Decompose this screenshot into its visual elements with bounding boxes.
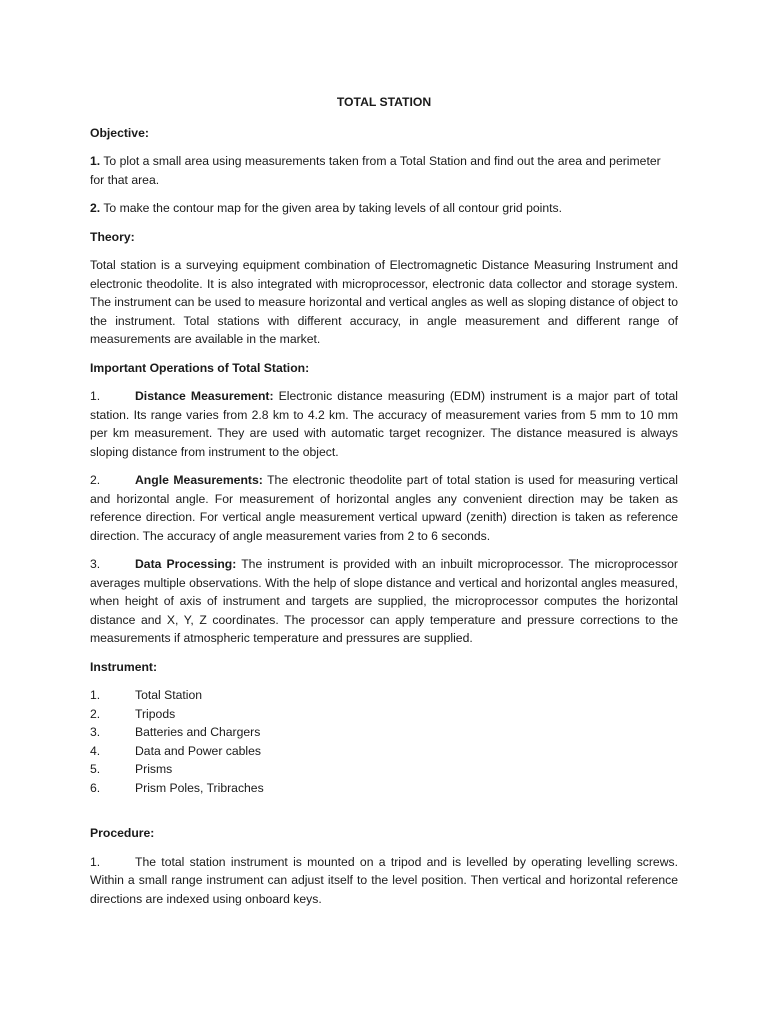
document-body <box>90 93 678 918</box>
operation-text: The instrument is provided with an inbuilt microprocessor. The microprocessor averages multiple observations. With the help of slope distance and vertical and horizontal angles measured, when height of axis of instrument and targets are supplied, the microprocessor computes the horizontal distance and X, Y, Z coordinates. The processor can apply temperature and pressure corrections to the measurements if atmospheric temperature and pressures are supplied. <box>90 557 678 645</box>
operation-item <box>90 387 678 461</box>
instrument-label: Total Station <box>135 688 203 702</box>
theory-paragraph: Total station is a surveying equipment combination of Electromagnetic Distance Measuring Instrument and electronic theodolite. It is also integrated with microprocessor, electronic data collector and storage system. The instrument can be used to measure horizontal and vertical angles as well as sloping distance of object to the instrument. Total stations with different accuracy, in angle measurement and different range of measurements are available in the market. <box>90 258 678 346</box>
objective-item <box>90 199 678 218</box>
instrument-list-item <box>90 705 678 724</box>
instrument-heading: Instrument: <box>90 659 158 674</box>
operations-heading: Important Operations of Total Station: <box>90 360 310 375</box>
operation-title: Data Processing: <box>135 557 237 571</box>
theory-heading: Theory: <box>90 229 135 244</box>
instrument-label: Prisms <box>135 762 173 776</box>
instrument-number: 4. <box>90 743 101 758</box>
instrument-list-item <box>90 742 678 761</box>
operation-item <box>90 555 678 648</box>
objective-number: 2. <box>90 201 101 215</box>
operation-title: Distance Measurement: <box>135 389 274 403</box>
instrument-number: 6. <box>90 780 101 795</box>
instrument-list-item <box>90 723 678 742</box>
operation-number: 2. <box>90 473 101 487</box>
procedure-step <box>90 853 678 909</box>
instrument-label: Batteries and Chargers <box>135 725 261 739</box>
instrument-number: 5. <box>90 762 101 776</box>
operation-text: Electronic distance measuring (EDM) instrument is a major part of total station. Its range varies from 2.8 km to 4.2 km. The accuracy of measurement varies from 5 mm to 10 mm per km measurement. They are used with automatic target recognizer. The distance measured is always sloping distance from instrument to the object. <box>90 389 679 459</box>
instrument-label: Prism Poles, Tribraches <box>135 780 264 795</box>
objective-heading: Objective: <box>90 125 149 140</box>
operation-text: The electronic theodolite part of total station is used for measuring vertical and horizontal angle. For measurement of horizontal angles any convenient direction may be taken as reference direction. For vertical angle measurement vertical upward (zenith) direction is taken as reference direction. The accuracy of angle measurement varies from 2 to 6 seconds. <box>90 473 678 543</box>
instrument-number: 3. <box>90 725 101 739</box>
operation-item <box>90 471 678 545</box>
instrument-label: Tripods <box>135 706 176 721</box>
instrument-number: 2. <box>90 706 101 721</box>
objective-text: To plot a small area using measurements taken from a Total Station and find out the area and perimeter for that area. <box>90 154 661 187</box>
document-title: TOTAL STATION <box>336 95 432 109</box>
objective-number: 1. <box>90 154 101 168</box>
instrument-number: 1. <box>90 688 101 702</box>
instrument-list-item <box>90 686 678 705</box>
procedure-text: The total station instrument is mounted on a tripod and is levelled by operating levelling screws. Within a small range instrument can adjust itself to the level position. Then vertical and horizontal reference directions are indexed using onboard keys. <box>90 854 678 906</box>
instrument-list <box>90 686 678 797</box>
instrument-list-item <box>90 760 678 779</box>
procedure-heading: Procedure: <box>90 826 155 840</box>
instrument-label: Data and Power cables <box>135 743 262 758</box>
operation-number: 1. <box>90 389 101 403</box>
operation-number: 3. <box>90 557 101 571</box>
operation-title: Angle Measurements: <box>135 473 263 487</box>
objective-text: To make the contour map for the given area by taking levels of all contour grid points. <box>100 201 562 215</box>
instrument-list-item <box>90 779 678 798</box>
procedure-number: 1. <box>90 854 101 869</box>
objective-item <box>90 152 678 189</box>
